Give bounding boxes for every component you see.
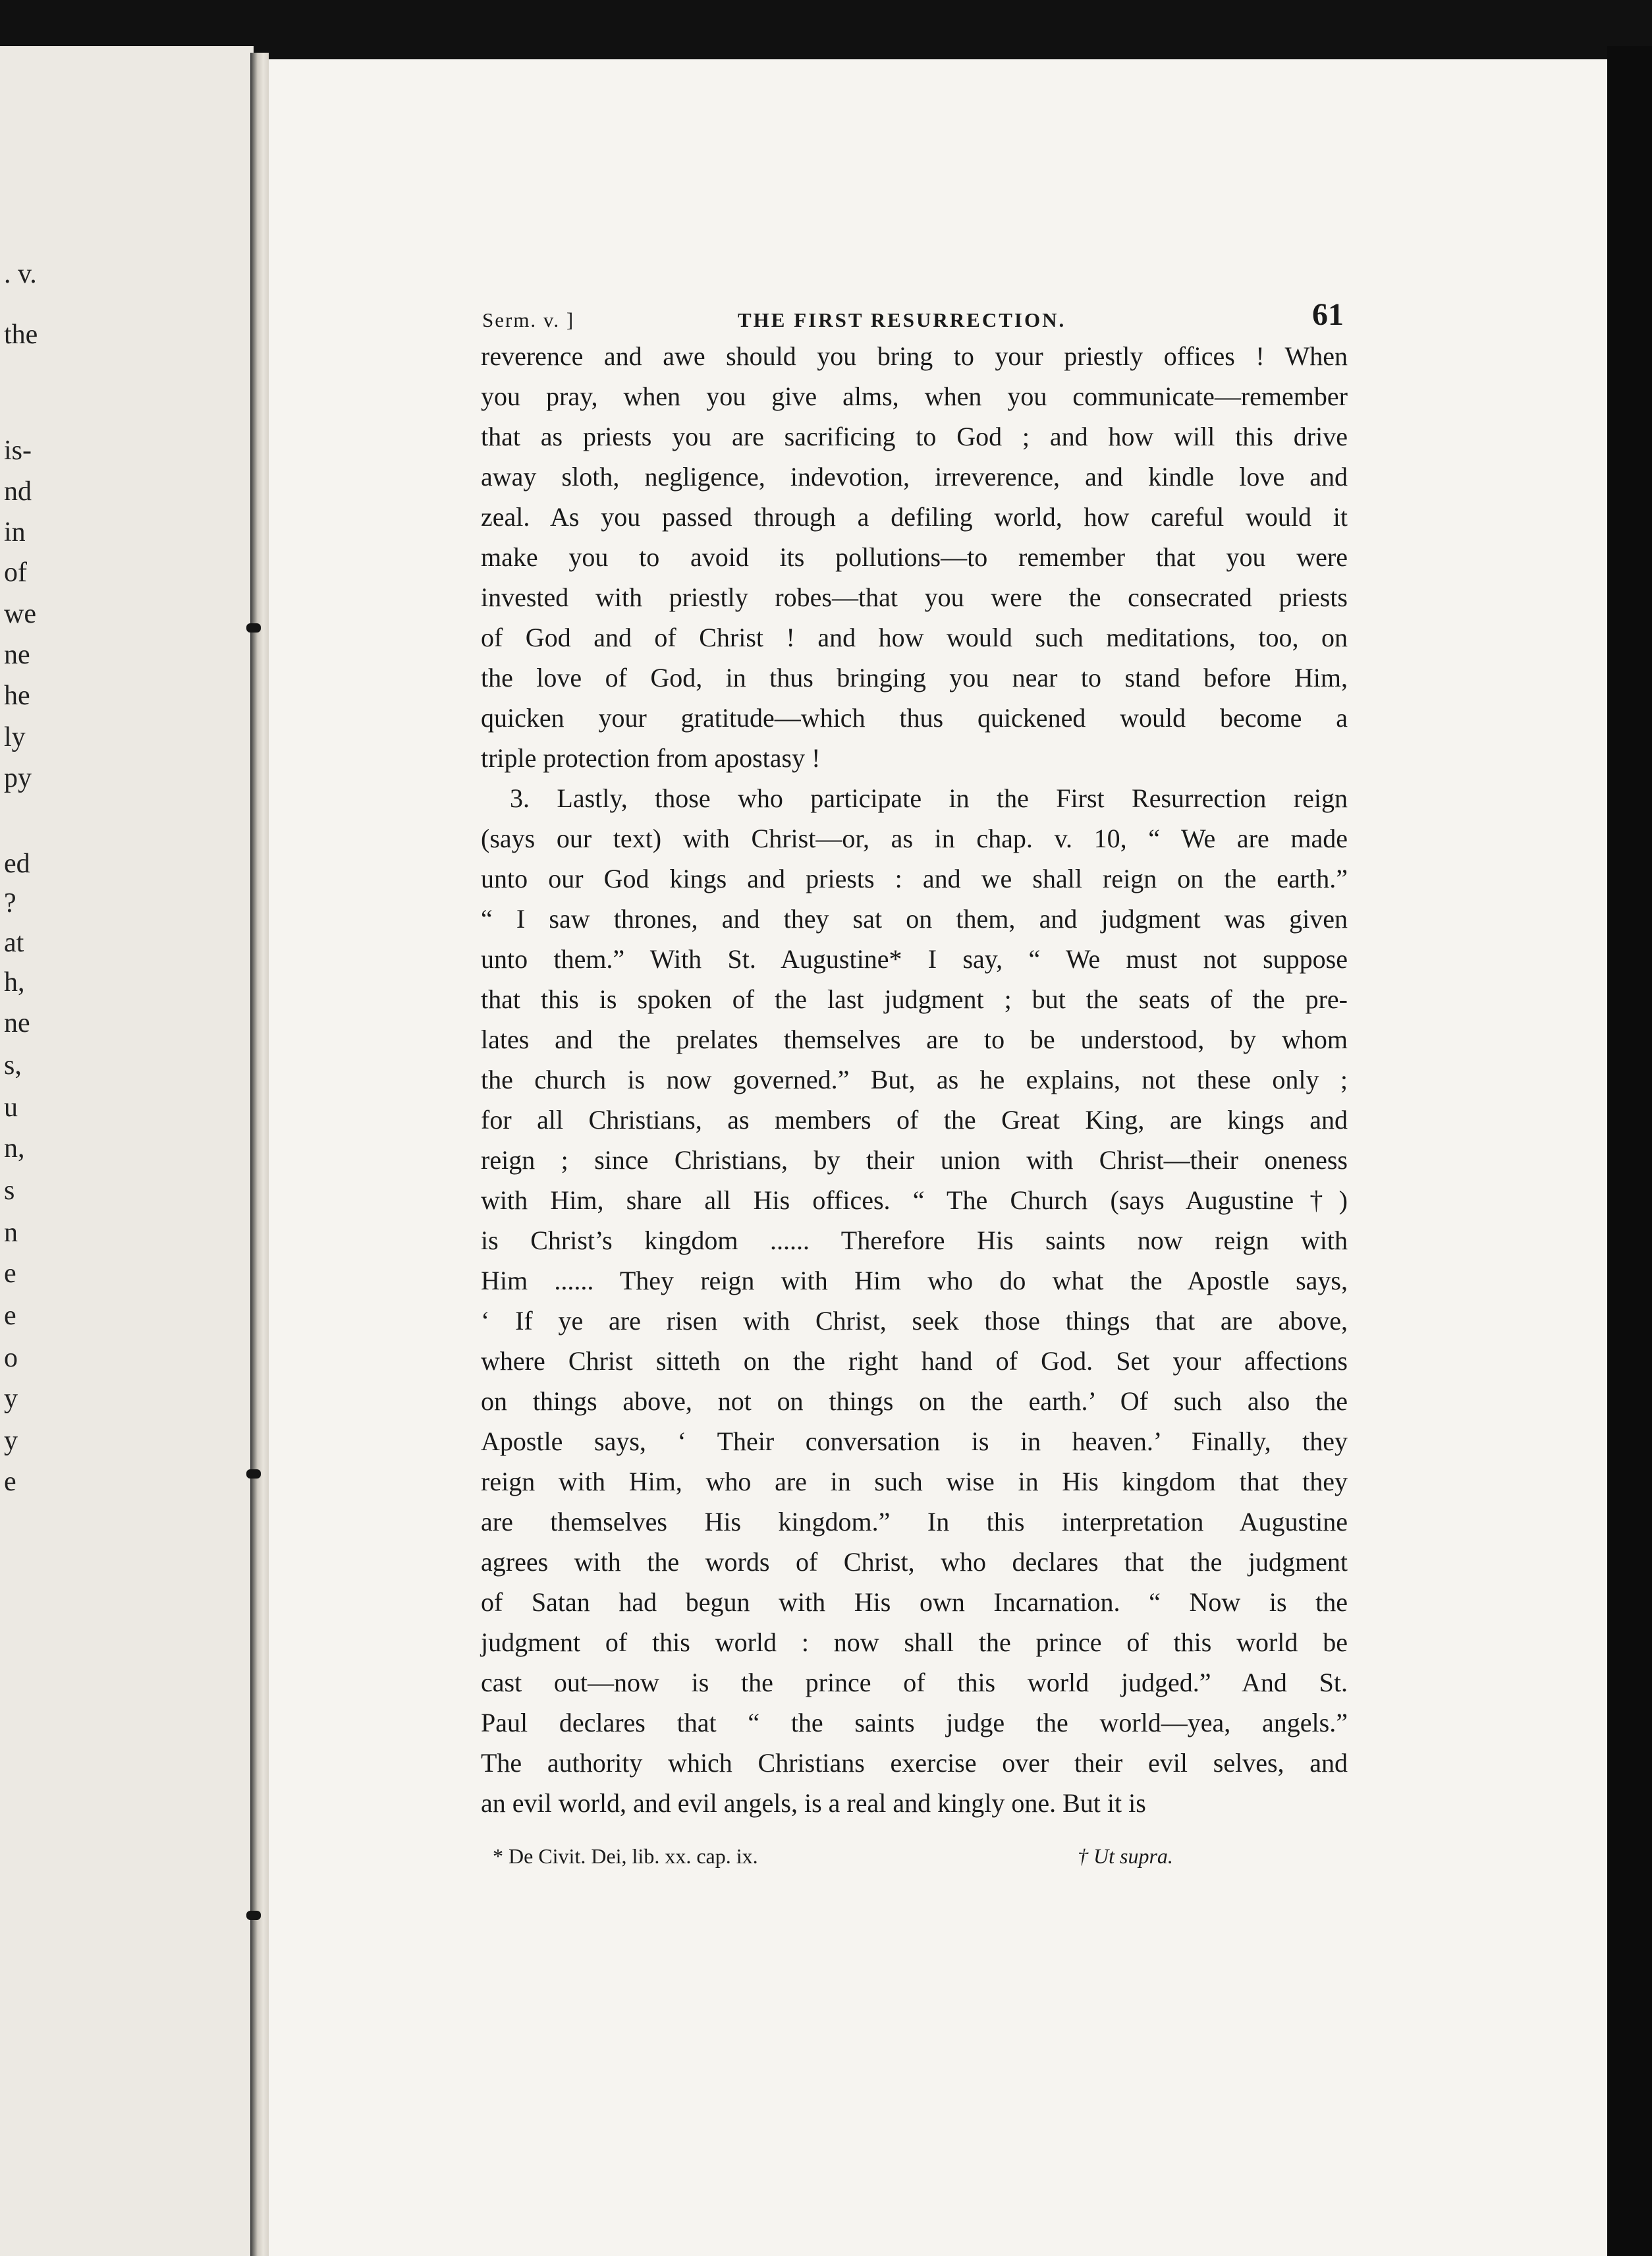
previous-page-fragment: e <box>4 1258 16 1289</box>
text-line: of Satan had begun with His own Incarnation. “ Now is the <box>481 1587 1348 1617</box>
text-line: 3. Lastly, those who participate in the First Resurrection reign <box>510 783 1348 813</box>
previous-page-fragment: at <box>4 928 24 958</box>
page-number: 61 <box>1312 297 1344 332</box>
previous-page-fragment: n <box>4 1218 18 1248</box>
binding-stitch <box>246 1911 261 1920</box>
text-line: make you to avoid its pollutions—to remember that you were <box>481 542 1348 572</box>
text-line: of God and of Christ ! and how would such meditations, too, on <box>481 623 1348 652</box>
book-gutter <box>250 53 269 2256</box>
text-line: for all Christians, as members of the Great King, are kings and <box>481 1105 1348 1135</box>
text-line: reign ; since Christians, by their union with Christ—their oneness <box>481 1145 1348 1175</box>
previous-page-fragment: ? <box>4 888 16 918</box>
text-line: agrees with the words of Christ, who declares that the judgment <box>481 1547 1348 1577</box>
page-text-block <box>481 290 1348 1871</box>
running-head-sermon: Serm. v. ] <box>482 308 575 331</box>
text-line: unto our God kings and priests : and we shall reign on the earth.” <box>481 864 1348 893</box>
previous-page-fragment: ed <box>4 849 30 879</box>
previous-page-fragment: y <box>4 1384 18 1414</box>
text-line: that as priests you are sacrificing to God ; and how will this drive <box>481 422 1348 451</box>
text-line: (says our text) with Christ—or, as in chap. v. 10, “ We are made <box>481 824 1348 853</box>
text-line: cast out—now is the prince of this world judged.” And St. <box>481 1668 1348 1697</box>
text-line: are themselves His kingdom.” In this interpretation Augustine <box>481 1507 1348 1537</box>
text-line: triple protection from apostasy ! <box>481 743 821 773</box>
binding-stitch <box>246 623 261 633</box>
previous-page-fragment: u <box>4 1092 18 1123</box>
previous-page-fragment: y <box>4 1426 18 1456</box>
footnotes <box>481 1838 1348 1871</box>
text-line: unto them.” With St. Augustine* I say, “ We must not suppose <box>481 944 1348 974</box>
text-line: on things above, not on things on the earth.’ Of such also the <box>481 1386 1348 1416</box>
previous-page-fragment: . v. <box>4 259 37 289</box>
footnote-2: † Ut supra. <box>1078 1844 1173 1868</box>
text-line: away sloth, negligence, indevotion, irreverence, and kindle love and <box>481 462 1348 492</box>
previous-page-fragment: the <box>4 320 38 350</box>
previous-page-fragment: is- <box>4 436 32 466</box>
text-line: you pray, when you give alms, when you communicate—remember <box>481 381 1348 411</box>
previous-page-fragment: nd <box>4 476 32 507</box>
scan-border <box>1607 46 1652 2256</box>
text-line: invested with priestly robes—that you were the consecrated priests <box>481 582 1348 612</box>
text-line: ‘ If ye are risen with Christ, seek those things that are above, <box>481 1306 1348 1336</box>
previous-page-fragment: of <box>4 557 27 588</box>
paragraph-2 <box>481 778 1348 1823</box>
text-line: the church is now governed.” But, as he explains, not these only ; <box>481 1065 1348 1094</box>
text-line: that this is spoken of the last judgment ; but the seats of the pre- <box>481 984 1348 1014</box>
text-line: zeal. As you passed through a defiling world, how careful would it <box>481 502 1348 532</box>
text-line: “ I saw thrones, and they sat on them, and judgment was given <box>481 904 1348 934</box>
running-head <box>481 290 1348 336</box>
previous-page-fragment: s, <box>4 1050 22 1081</box>
text-line: The authority which Christians exercise over their evil selves, and <box>481 1748 1348 1778</box>
footnote-1: * De Civit. Dei, lib. xx. cap. ix. <box>493 1844 758 1868</box>
previous-page-fragment: in <box>4 517 26 548</box>
previous-page-fragment: we <box>4 599 36 629</box>
text-line: reverence and awe should you bring to your priestly offices ! When <box>481 341 1348 371</box>
previous-page-edge <box>0 46 254 2256</box>
text-line: is Christ’s kingdom ...... Therefore His saints now reign with <box>481 1226 1348 1255</box>
previous-page-fragment: ly <box>4 722 26 752</box>
text-line: where Christ sitteth on the right hand of God. Set your affections <box>481 1346 1348 1376</box>
previous-page-fragment: e <box>4 1301 16 1331</box>
text-line: Paul declares that “ the saints judge the world—yea, angels.” <box>481 1708 1348 1737</box>
previous-page-fragment: h, <box>4 967 25 998</box>
previous-page-fragment: e <box>4 1467 16 1497</box>
previous-page-fragment: he <box>4 681 30 711</box>
text-line: Him ...... They reign with Him who do what the Apostle says, <box>481 1266 1348 1295</box>
text-line: reign with Him, who are in such wise in His kingdom that they <box>481 1467 1348 1496</box>
text-line: Apostle says, ‘ Their conversation is in heaven.’ Finally, they <box>481 1426 1348 1456</box>
previous-page-fragment: o <box>4 1343 18 1373</box>
running-head-title: THE FIRST RESURRECTION. <box>738 308 1066 331</box>
previous-page-fragment: ne <box>4 640 30 670</box>
text-line: quicken your gratitude—which thus quickened would become a <box>481 703 1348 733</box>
binding-stitch <box>246 1469 261 1479</box>
text-line: the love of God, in thus bringing you near to stand before Him, <box>481 663 1348 692</box>
previous-page-fragment: py <box>4 763 32 793</box>
text-line: with Him, share all His offices. “ The Church (says Augustine†) <box>481 1185 1348 1215</box>
text-line: lates and the prelates themselves are to be understood, by whom <box>481 1025 1348 1054</box>
previous-page-fragment: ne <box>4 1008 30 1038</box>
text-line: an evil world, and evil angels, is a real and kingly one. But it is <box>481 1788 1146 1818</box>
text-line: judgment of this world : now shall the prince of this world be <box>481 1627 1348 1657</box>
previous-page-fragment: n, <box>4 1133 25 1164</box>
paragraph-1 <box>481 336 1348 778</box>
previous-page-fragment: s <box>4 1175 15 1206</box>
